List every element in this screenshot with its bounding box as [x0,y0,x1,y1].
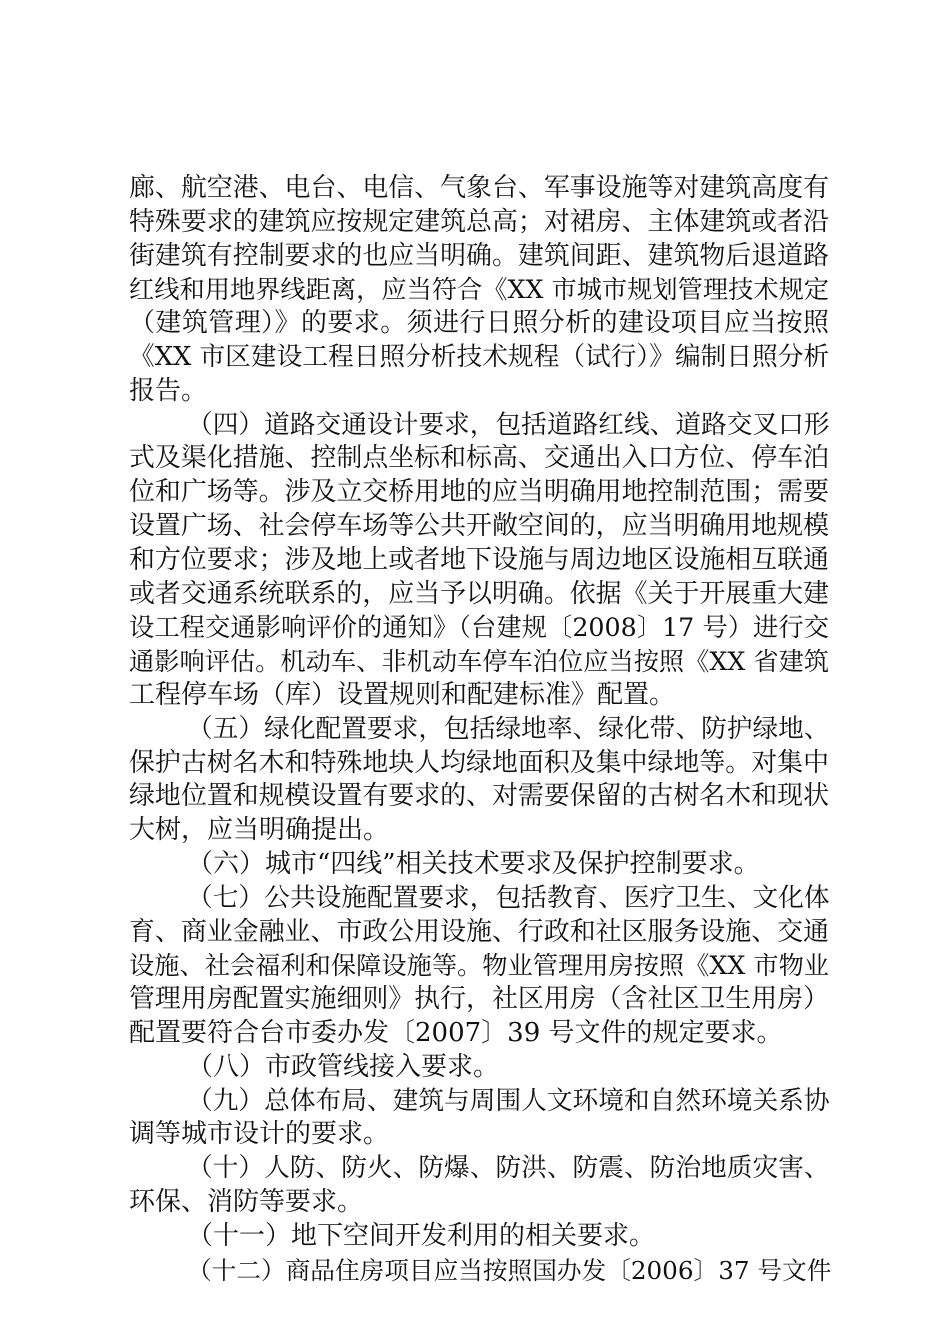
text-line: 街建筑有控制要求的也应当明确。建筑间距、建筑物后退道路 [129,240,829,271]
text-line: 特殊要求的建筑应按规定建筑总高；对裙房、主体建筑或者沿 [129,206,829,237]
text-line: 位和广场等。涉及立交桥用地的应当明确用地控制范围；需要 [129,477,829,508]
text-line: 设工程交通影响评价的通知》（台建规〔2008〕17 号）进行交 [129,613,829,643]
text-line: 工程停车场（库）设置规则和配建标准》配置。 [129,679,676,710]
text-line: 设施、社会福利和保障设施等。物业管理用房按照《XX 市物业 [129,951,830,981]
text-line: （六）城市“四线”相关技术要求及保护控制要求。 [187,848,760,879]
text-line: 设置广场、社会停车场等公共开敞空间的，应当明确用地规模 [129,510,829,541]
text-line: 和方位要求；涉及地上或者地下设施与周边地区设施相互联通 [129,544,829,575]
text-line: 《XX 市区建设工程日照分析技术规程（试行）》编制日照分析 [129,341,830,372]
text-line: 大树，应当明确提出。 [129,815,390,846]
text-line: 配置要符合台市委办发〔2007〕39 号文件的规定要求。 [129,1017,783,1048]
text-line: 调等城市设计的要求。 [129,1119,390,1150]
text-line: 保护古树名木和特殊地块人均绿地面积及集中绿地等。对集中 [129,747,829,778]
text-line: （四）道路交通设计要求，包括道路红线、道路交叉口形 [187,409,830,440]
text-line: （十二）商品住房项目应当按照国办发〔2006〕37 号文件 [187,1255,832,1285]
text-line: 绿地位置和规模设置有要求的、对需要保留的古树名木和现状 [129,781,829,812]
text-line: 管理用房配置实施细则》执行，社区用房（含社区卫生用房） [129,984,829,1015]
text-line: （九）总体布局、建筑与周围人文环境和自然环境关系协 [187,1085,830,1116]
text-line: 廊、航空港、电台、电信、气象台、军事设施等对建筑高度有 [129,173,829,203]
text-line: （建筑管理）》的要求。须进行日照分析的建设项目应当按照 [129,308,829,339]
text-line: （五）绿化配置要求，包括绿地率、绿化带、防护绿地、 [187,713,830,744]
text-line: 报告。 [129,375,208,406]
text-line: （七）公共设施配置要求，包括教育、医疗卫生、文化体 [187,882,830,913]
text-line: 育、商业金融业、市政公用设施、行政和社区服务设施、交通 [129,916,829,947]
text-line: 或者交通系统联系的，应当予以明确。依据《关于开展重大建 [129,578,829,609]
document-body [129,172,832,1287]
text-line: （八）市政管线接入要求。 [187,1051,500,1082]
text-line: 式及渠化措施、控制点坐标和标高、交通出入口方位、停车泊 [129,443,829,474]
text-line: 通影响评估。机动车、非机动车停车泊位应当按照《XX 省建筑 [129,647,830,677]
text-line: 环保、消防等要求。 [129,1186,364,1217]
text-line: 红线和用地界线距离，应当符合《XX 市城市规划管理技术规定 [129,275,830,305]
text-line: （十）人防、防火、防爆、防洪、防震、防治地质灾害、 [187,1153,830,1184]
text-line: （十一）地下空间开发利用的相关要求。 [187,1220,656,1251]
